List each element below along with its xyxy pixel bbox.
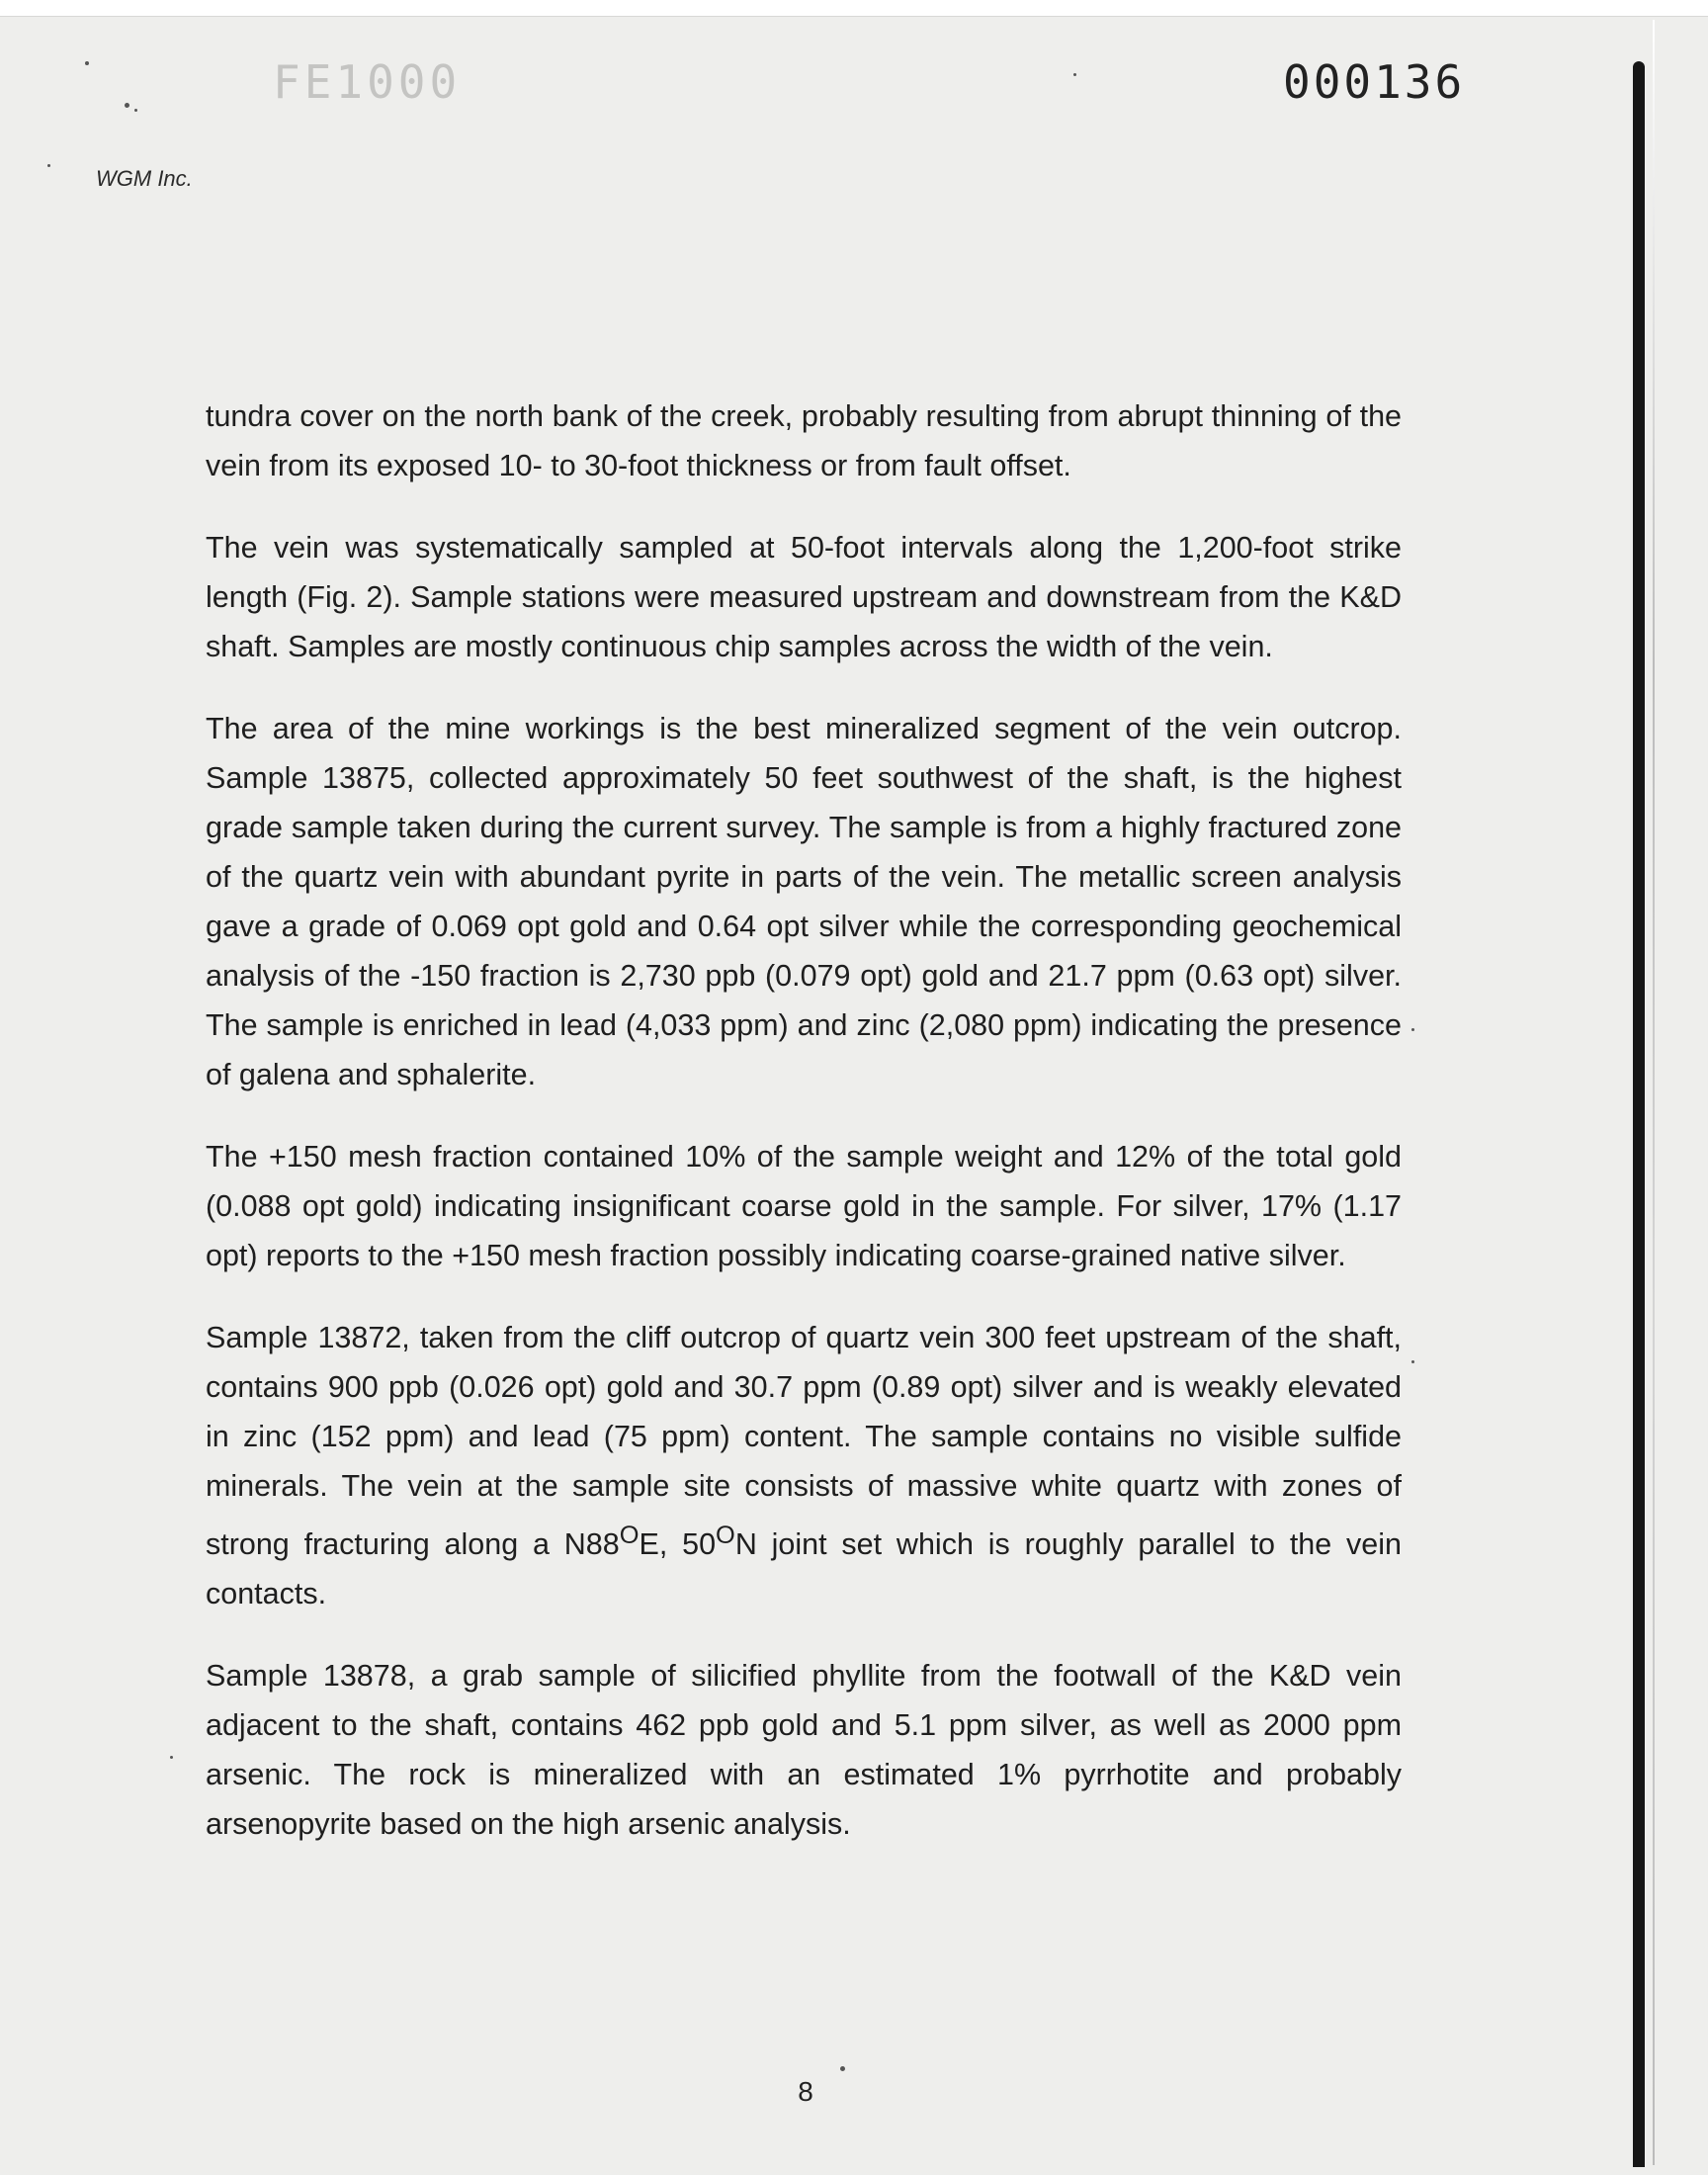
scan-speck: [840, 2066, 845, 2071]
scan-speck: [1411, 1360, 1414, 1363]
company-name: WGM Inc.: [96, 166, 193, 191]
sample-13872-text-middle: E, 50: [639, 1527, 717, 1562]
degree-superscript: O: [619, 1522, 640, 1549]
sample-13872-text-end: N joint set which is roughly parallel to the vein contacts.: [206, 1527, 1402, 1611]
scan-top-strip: [0, 0, 1708, 17]
scan-speck: [47, 164, 50, 167]
document-number-stamp: 000136: [1283, 55, 1466, 109]
scan-speck: [1073, 73, 1076, 76]
scan-speck: [125, 103, 129, 108]
scan-binding-edge: [1633, 61, 1645, 2167]
sample-13872-text-start: Sample 13872, taken from the cliff outcrop of quartz vein 300 feet upstream of the shaft, contains 900 ppb (0.026 opt) gold and 30.7 ppm (0.89 opt) silver and is weakly elevated in zinc (152 ppm) and lead (75 ppm) content. The sample contains no visible sulfide minerals. The vein at the sample site consists of massive white quartz with zones of strong fracturing along a N88: [206, 1321, 1402, 1562]
scan-speck: [134, 109, 137, 112]
faint-stamp-number: FE1000: [273, 55, 462, 109]
scan-speck: [85, 61, 89, 65]
scan-paper-edge: [1653, 20, 1655, 2165]
paragraph-mine-workings: The area of the mine workings is the best mineralized segment of the vein outcrop. Sample 13875, collected approximately 50 feet southwest of the shaft, is the highest grade sample taken during the current survey. The sample is from a highly fractured zone of the quartz vein with abundant pyrite in parts of the vein. The metallic screen analysis gave a grade of 0.069 opt gold and 0.64 opt silver while the corresponding geochemical analysis of the -150 fraction is 2,730 ppb (0.079 opt) gold and 21.7 ppm (0.63 opt) silver. The sample is enriched in lead (4,033 ppm) and zinc (2,080 ppm) indicating the presence of galena and sphalerite.: [206, 712, 1402, 1091]
paragraph-mesh-fraction: The +150 mesh fraction contained 10% of the sample weight and 12% of the total gold (0.088 opt gold) indicating insignificant coarse gold in the sample. For silver, 17% (1.17 opt) reports to the +150 mesh fraction possibly indicating coarse-grained native silver.: [206, 1140, 1402, 1272]
paragraph-sample-13872: [206, 1313, 1402, 1618]
scan-speck: [1411, 1028, 1414, 1031]
paragraph-sample-13878: Sample 13878, a grab sample of silicified phyllite from the footwall of the K&D vein adjacent to the shaft, contains 462 ppb gold and 5.1 ppm silver, as well as 2000 ppm arsenic. The rock is mineralized with an estimated 1% pyrrhotite and probably arsenopyrite based on the high arsenic analysis.: [206, 1659, 1402, 1842]
degree-superscript: O: [716, 1522, 735, 1549]
page-number: 8: [798, 2076, 813, 2107]
scan-speck: [170, 1756, 173, 1759]
paragraph-tundra-cover: tundra cover on the north bank of the creek, probably resulting from abrupt thinning of the vein from its exposed 10- to 30-foot thickness or from fault offset.: [206, 399, 1402, 482]
body-text: [206, 392, 1402, 1881]
paragraph-vein-sampling: The vein was systematically sampled at 50-foot intervals along the 1,200-foot strike length (Fig. 2). Sample stations were measured upstream and downstream from the K&D shaft. Samples are mostly continuous chip samples across the width of the vein.: [206, 531, 1402, 663]
